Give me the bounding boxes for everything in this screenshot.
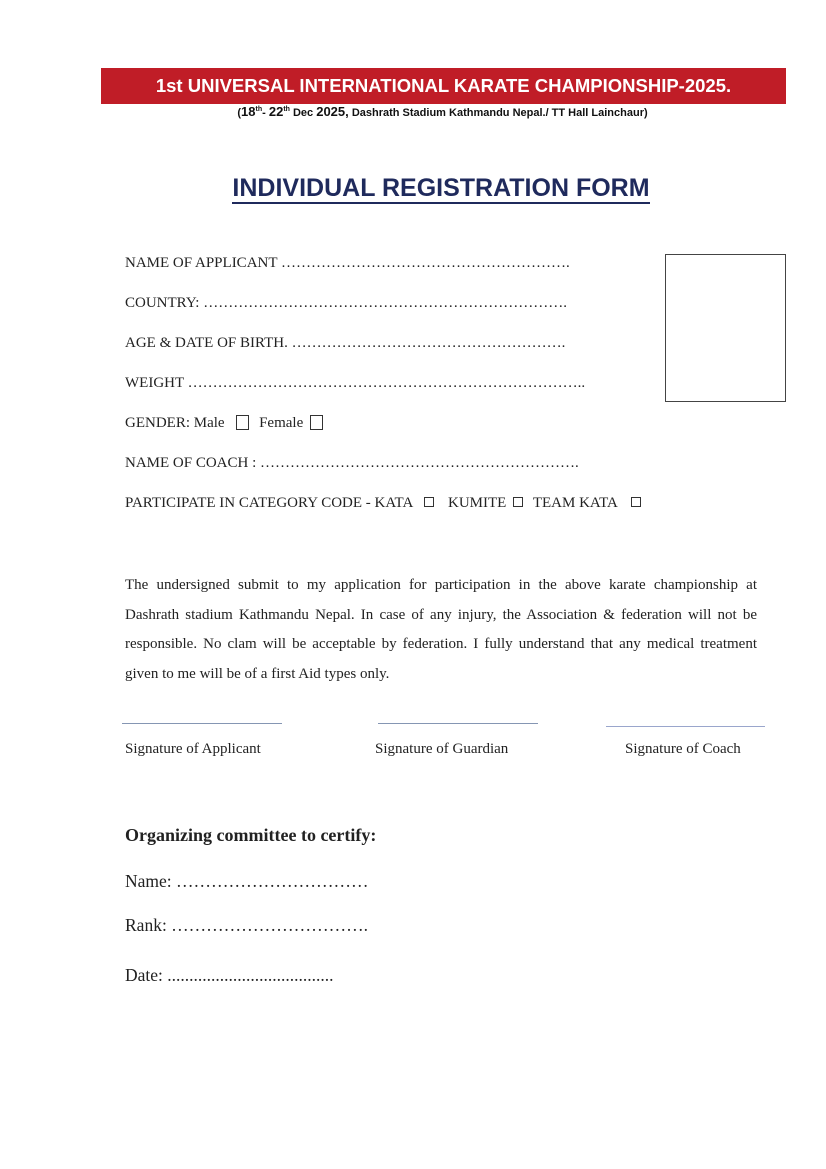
- championship-banner: [101, 68, 786, 104]
- country-field[interactable]: COUNTRY: ……………………………………………………………….: [125, 295, 567, 311]
- female-checkbox[interactable]: [310, 415, 323, 430]
- venue: Dashrath Stadium Kathmandu Nepal./ TT Hall Lainchaur): [348, 107, 648, 119]
- declaration-paragraph: The undersigned submit to my application for participation in the above karate championship at Dashrath stadium Kathmandu Nepal. In case of any injury, the Association & federation will not be responsible. No clam will be acceptable by federation. I fully understand that any medical treatment given to me will be of a first Aid types only.: [125, 577, 757, 682]
- end-day-suffix: th: [283, 106, 290, 113]
- end-day: 22: [268, 104, 284, 119]
- applicant-name-field[interactable]: NAME OF APPLICANT ………………………………………………….: [125, 255, 570, 271]
- category-kata-label: PARTICIPATE IN CATEGORY CODE - KATA: [125, 495, 413, 511]
- photo-box: [665, 254, 786, 402]
- guardian-signature-label: Signature of Guardian: [375, 741, 509, 757]
- banner-title: 1st UNIVERSAL INTERNATIONAL KARATE CHAMPIONSHIP-2025.: [155, 75, 732, 96]
- category-team-kata-label: TEAM KATA: [532, 495, 618, 511]
- certification-title: Organizing committee to certify:: [125, 825, 377, 845]
- gender-male-label: GENDER: Male: [125, 415, 225, 431]
- weight-field[interactable]: WEIGHT ……………………………………………………………………..: [125, 375, 586, 391]
- paren: (: [237, 107, 242, 119]
- year: 2025,: [316, 104, 349, 119]
- kumite-checkbox[interactable]: [513, 497, 523, 507]
- category-kumite-label: KUMITE: [448, 495, 507, 511]
- certify-rank-field[interactable]: Rank: …………………………….: [125, 915, 369, 935]
- coach-name-field[interactable]: NAME OF COACH : ……………………………………………………….: [125, 455, 579, 471]
- start-day: 18: [241, 104, 256, 119]
- applicant-signature-label: Signature of Applicant: [125, 741, 261, 757]
- kata-checkbox[interactable]: [424, 497, 434, 507]
- form-title-text: INDIVIDUAL REGISTRATION FORM: [232, 174, 650, 202]
- age-dob-field[interactable]: AGE & DATE OF BIRTH. ……………………………………………….: [125, 335, 566, 351]
- gender-row: [125, 415, 323, 432]
- month: Dec: [289, 107, 317, 119]
- gender-female-label: Female: [259, 415, 304, 431]
- male-checkbox[interactable]: [236, 415, 249, 430]
- coach-signature-label: Signature of Coach: [625, 741, 741, 757]
- team-kata-checkbox[interactable]: [631, 497, 641, 507]
- form-title: [0, 174, 826, 204]
- certify-date-field[interactable]: Date: ......................................: [125, 965, 334, 985]
- date-dash: -: [262, 107, 269, 119]
- certify-name-field[interactable]: Name: ……………………………: [125, 871, 369, 891]
- guardian-signature-line[interactable]: [378, 723, 538, 724]
- coach-signature-line[interactable]: [606, 726, 765, 727]
- applicant-signature-line[interactable]: [122, 723, 282, 724]
- start-day-suffix: th: [255, 106, 263, 113]
- category-row: [125, 495, 641, 512]
- event-dates-venue: [100, 104, 785, 121]
